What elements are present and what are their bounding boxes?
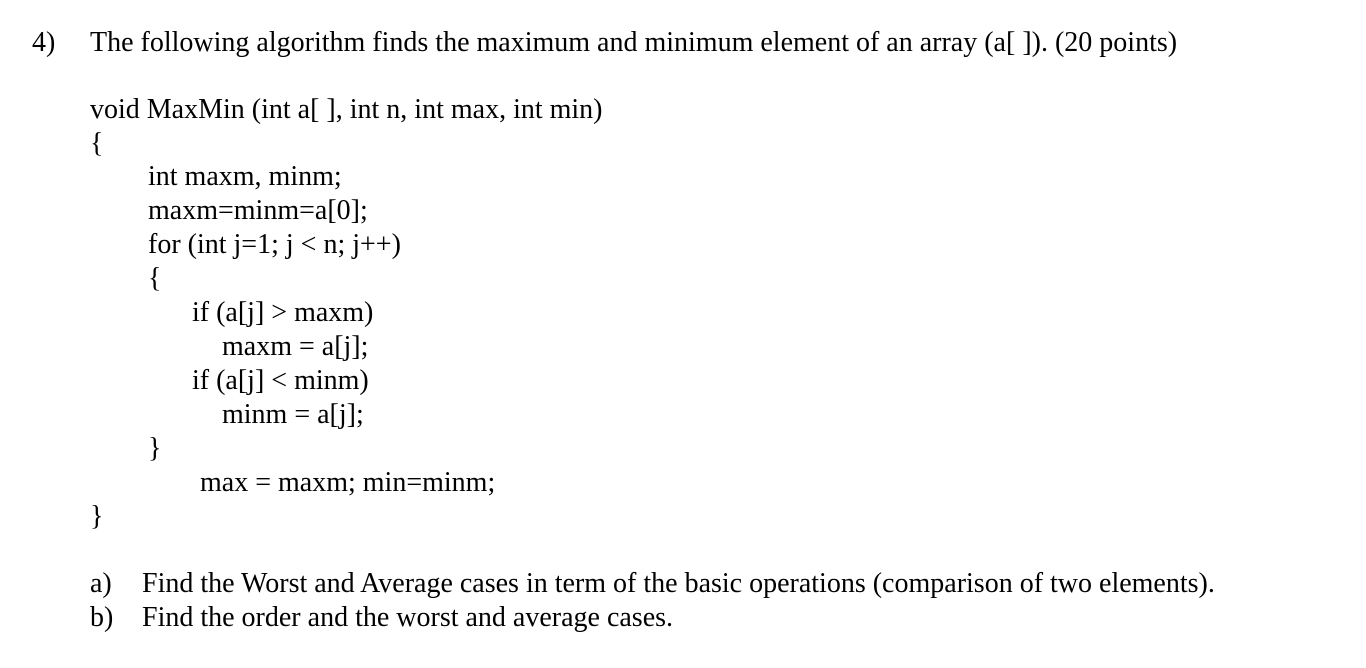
- code-line-for: for (int j=1; j < n; j++): [148, 229, 401, 260]
- code-line-declare: int maxm, minm;: [148, 161, 342, 192]
- part-b-label: b): [90, 602, 114, 633]
- function-signature: void MaxMin (int a[ ], int n, int max, int min): [90, 94, 603, 125]
- question-text: The following algorithm finds the maximum and minimum element of an array (a[ ]). (20 points): [90, 27, 1178, 58]
- code-line-assign-min: minm = a[j];: [222, 399, 364, 430]
- close-brace-inner: }: [148, 433, 162, 464]
- open-brace-inner: {: [148, 263, 162, 294]
- open-brace-outer: {: [90, 128, 104, 159]
- code-line-init: maxm=minm=a[0];: [148, 195, 368, 226]
- part-a-text: Find the Worst and Average cases in term of the basic operations (comparison of two elements).: [142, 568, 1215, 599]
- part-a-label: a): [90, 568, 112, 599]
- code-line-if-min: if (a[j] < minm): [192, 365, 369, 396]
- close-brace-outer: }: [90, 501, 104, 532]
- code-line-assign-max: maxm = a[j];: [222, 331, 369, 362]
- code-line-result: max = maxm; min=minm;: [200, 467, 496, 498]
- part-b-text: Find the order and the worst and average cases.: [142, 602, 674, 633]
- code-line-if-max: if (a[j] > maxm): [192, 297, 374, 328]
- question-number: 4): [32, 27, 56, 58]
